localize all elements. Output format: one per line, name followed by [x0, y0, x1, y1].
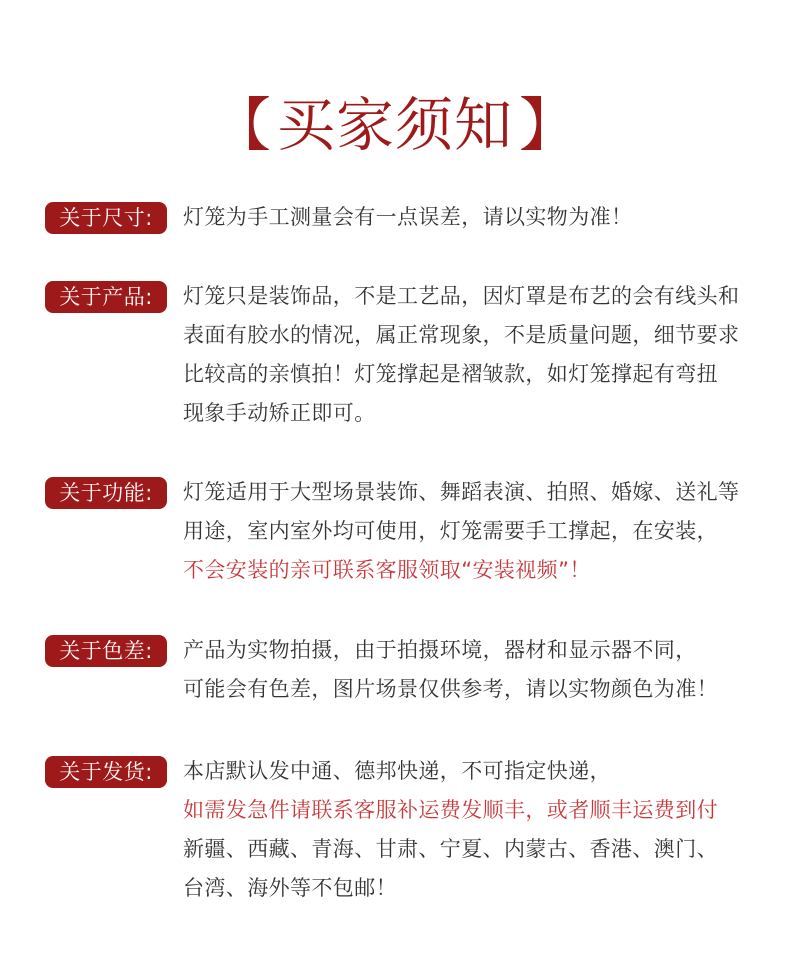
text-line: 台湾、海外等不包邮！	[183, 876, 397, 900]
section-text	[183, 277, 783, 433]
text-line: 灯笼适用于大型场景装饰、舞蹈表演、拍照、婚嫁、送礼等	[183, 480, 740, 504]
text-line: 产品为实物拍摄，由于拍摄环境，器材和显示器不同，	[183, 638, 697, 662]
text-line: 比较高的亲慎拍！灯笼撑起是褶皱款，如灯笼撑起有弯扭	[183, 362, 718, 386]
section-label-badge: 关于功能:	[45, 477, 167, 509]
text-line: 新疆、西藏、青海、甘肃、宁夏、内蒙古、香港、澳门、	[183, 837, 718, 861]
highlight-text-line: 不会安装的亲可联系客服领取“安装视频”！	[183, 558, 591, 582]
section-label-badge: 关于发货:	[45, 756, 167, 788]
text-line: 灯笼只是装饰品，不是工艺品，因灯罩是布艺的会有线头和	[183, 284, 740, 308]
text-line: 表面有胶水的情况，属正常现象，不是质量问题，细节要求	[183, 323, 740, 347]
title-close-bracket: 】	[519, 91, 578, 159]
section-label-badge: 关于色差:	[45, 635, 167, 667]
text-line: 本店默认发中通、德邦快递，不可指定快递，	[183, 759, 611, 783]
title-open-bracket: 【	[212, 91, 271, 159]
section-label-badge: 关于尺寸:	[45, 202, 167, 234]
page-title	[0, 88, 790, 162]
section-text	[183, 752, 783, 908]
text-line: 可能会有色差，图片场景仅供参考，请以实物颜色为准！	[183, 677, 718, 701]
text-line: 现象手动矫正即可。	[183, 401, 376, 425]
highlight-text-line: 如需发急件请联系客服补运费发顺丰，或者顺丰运费到付	[183, 798, 718, 822]
title-text: 买家须知	[276, 91, 513, 159]
text-line: 灯笼为手工测量会有一点误差，请以实物为准！	[183, 205, 633, 229]
section-label-badge: 关于产品:	[45, 281, 167, 313]
section-text	[183, 631, 783, 709]
section-text	[183, 473, 783, 590]
section-text	[183, 198, 783, 237]
text-line: 用途，室内室外均可使用，灯笼需要手工撑起，在安装，	[183, 519, 718, 543]
